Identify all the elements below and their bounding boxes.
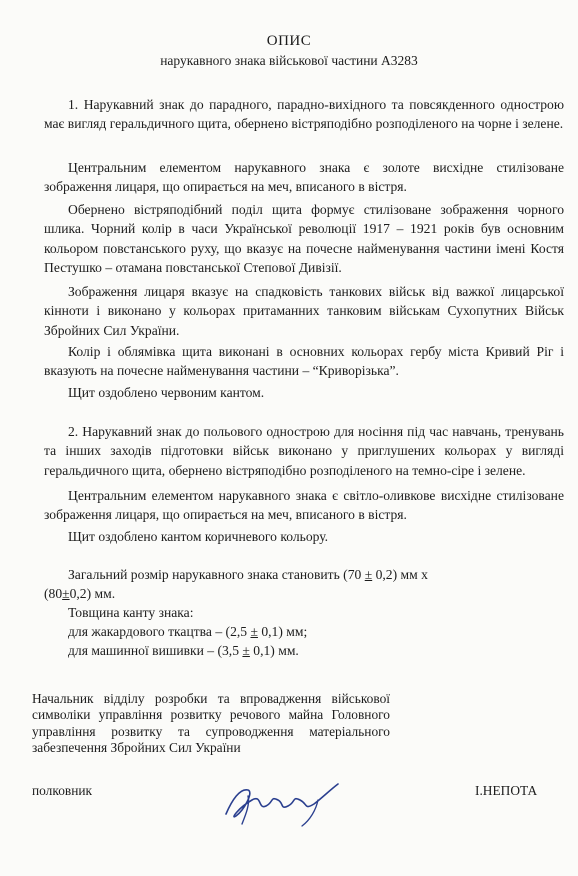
section1-paragraph5: Колір і облямівка щита виконані в основних кольорах гербу міста Кривий Ріг і вказують на почесне найменування частини – “Криворізька”.	[44, 344, 564, 379]
section2-paragraph2: Центральним елементом нарукавного знака є світло-оливкове висхідне стилізоване зображення лицаря, що опирається на меч, вписаного в вістря.	[44, 488, 564, 523]
handwritten-signature	[218, 770, 348, 830]
section2-paragraph1: 2. Нарукавний знак до польового однострою для носіння під час навчань, тренувань та інших заходів підготовки військ виконано у приглушених кольорах у вигляді геральдичного щита, обернено вістряподібно розподіленого на темно-сіре і зелене.	[44, 424, 564, 478]
plus-minus-sign: ±	[364, 567, 373, 582]
section1-paragraph6: Щит оздоблено червоним кантом.	[68, 385, 265, 400]
signer-rank: полковник	[32, 783, 93, 798]
dimensions-overall-line2	[44, 584, 115, 603]
plus-minus-sign: ±	[242, 643, 250, 658]
plus-minus-sign: ±	[250, 624, 258, 639]
size-text: Загальний розмір нарукавного знака становить (70	[68, 567, 362, 582]
machine-tail: 0,1) мм.	[253, 643, 299, 658]
machine-text: для машинної вишивки – (3,5	[68, 643, 240, 658]
section2-paragraph3: Щит оздоблено кантом коричневого кольору.	[68, 529, 329, 544]
edge-thickness-heading: Товщина канту знака:	[68, 605, 194, 620]
signer-name: І.НЕПОТА	[475, 783, 538, 798]
signer-position: Начальник відділу розробки та впровадження військової символіки управління розвитку речового майна Головного управління розвитку та супроводження матеріального забезпечення Збройних Сил України	[32, 691, 390, 756]
size-tail: 0,2) мм х	[375, 567, 428, 582]
jacquard-thickness	[68, 622, 307, 641]
section1-paragraph4: Зображення лицаря вказує на спадковість танкових військ від важкої лицарської кінноти і виконано у кольорах притаманних танковим військам Сухопутних Військ Збройних Сил України.	[44, 284, 564, 338]
dimensions-overall	[44, 565, 564, 584]
size-line2-a: (80	[44, 586, 63, 601]
document-subtitle: нарукавного знака військової частини А3283	[160, 53, 418, 68]
plus-minus-sign: ±	[62, 586, 70, 601]
section1-paragraph2: Центральним елементом нарукавного знака є золоте висхідне стилізоване зображення лицаря, що опирається на меч, вписаного в вістря.	[44, 160, 564, 195]
document-title: ОПИС	[266, 33, 312, 49]
section1-paragraph3: Обернено вістряподібний поділ щита формує стилізоване зображення чорного шлика. Чорний колір в часи Української революції 1917 – 1921 років був основним кольором повстанського руху, що вказує на почесне найменування частини імені Костя Пестушко – отамана повстанської Степової Дивізії.	[44, 202, 564, 276]
jacquard-text: для жакардового ткацтва – (2,5	[68, 624, 248, 639]
jacquard-tail: 0,1) мм;	[261, 624, 308, 639]
size-line2-b: 0,2) мм.	[69, 586, 116, 601]
section1-paragraph1: 1. Нарукавний знак до парадного, парадно-вихідного та повсякденного однострою має вигляд геральдичного щита, обернено вістряподібно розподіленого на чорне і зелене.	[44, 97, 564, 132]
machine-embroidery-thickness	[68, 641, 299, 660]
